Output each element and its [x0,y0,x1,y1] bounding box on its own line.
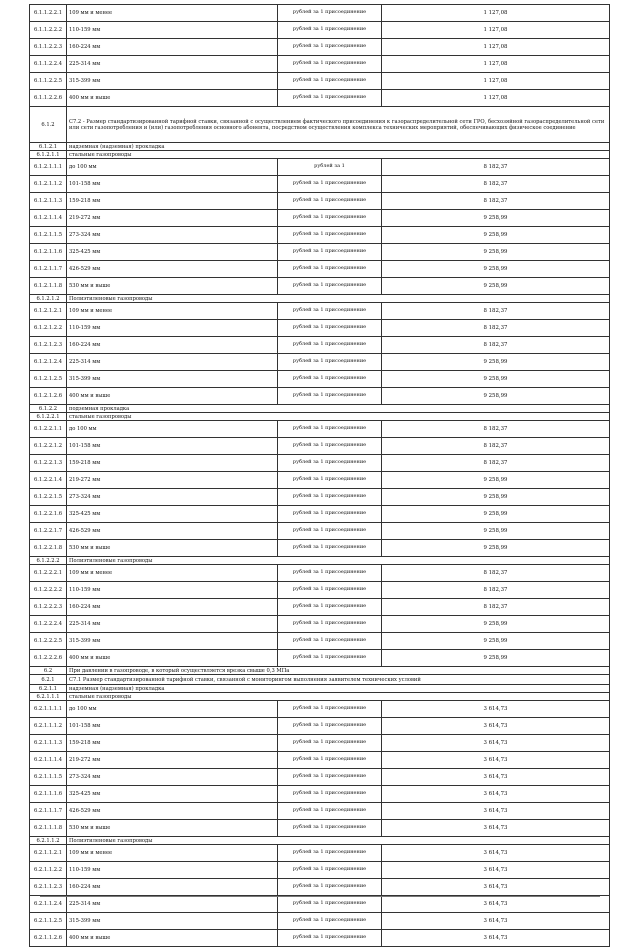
row-code: 6.2.1.1.2.4 [30,896,67,913]
row-diameter: 225-314 мм [67,616,278,633]
row-code: 6.1.2.2.1.5 [30,489,67,506]
section-code: 6.2 [30,667,67,675]
row-code: 6.2.1.1.1.7 [30,803,67,820]
row-unit: рублей за 1 присоединение [278,599,382,616]
table-row [30,582,610,599]
row-unit: рублей за 1 присоединение [278,438,382,455]
table-row [30,5,610,22]
row-price: 3 614,73 [382,896,610,913]
row-code: 6.1.2.2.1.2 [30,438,67,455]
row-diameter: 109 мм и менее [67,303,278,320]
section-heading-row [30,405,610,413]
row-price: 3 614,73 [382,845,610,862]
row-diameter: 400 мм и выше [67,930,278,947]
row-unit: рублей за 1 присоединение [278,845,382,862]
row-diameter: 159-218 мм [67,193,278,210]
row-code: 6.2.1.1.2.6 [30,930,67,947]
row-unit: рублей за 1 присоединение [278,506,382,523]
section-heading: стальные газопроводы [67,151,610,159]
row-diameter: до 100 мм [67,159,278,176]
table-row [30,371,610,388]
table-row [30,803,610,820]
table-row [30,506,610,523]
row-unit: рублей за 1 присоединение [278,523,382,540]
row-code: 6.2.1.1.2.2 [30,862,67,879]
row-price: 8 182,37 [382,337,610,354]
row-code: 6.1.2.2.1.8 [30,540,67,557]
row-price: 9 258,99 [382,388,610,405]
section-heading: надземная (надземная) прокладка [67,685,610,693]
row-unit: рублей за 1 присоединение [278,227,382,244]
row-unit: рублей за 1 присоединение [278,337,382,354]
row-price: 3 614,73 [382,803,610,820]
table-row [30,769,610,786]
row-price: 1 127,08 [382,5,610,22]
row-code: 6.1.2.2.1.6 [30,506,67,523]
row-code: 6.1.2.2.2.3 [30,599,67,616]
table-row [30,261,610,278]
table-row [30,320,610,337]
row-price: 1 127,08 [382,39,610,56]
row-code: 6.2.1.1.1.4 [30,752,67,769]
row-unit: рублей за 1 присоединение [278,803,382,820]
table-row [30,227,610,244]
row-unit: рублей за 1 присоединение [278,718,382,735]
row-unit: рублей за 1 присоединение [278,193,382,210]
table-row [30,845,610,862]
section-heading-row [30,667,610,675]
row-diameter: 101-158 мм [67,438,278,455]
row-diameter: 110-159 мм [67,582,278,599]
row-unit: рублей за 1 присоединение [278,22,382,39]
table-row [30,913,610,930]
table-row [30,489,610,506]
row-code: 6.2.1.1.2.3 [30,879,67,896]
table-row [30,896,610,913]
section-code: 6.1.2.1.1 [30,151,67,159]
row-code: 6.1.2.2.2.1 [30,565,67,582]
row-code: 6.1.2.1.1.2 [30,176,67,193]
row-price: 9 258,99 [382,371,610,388]
row-price: 1 127,08 [382,56,610,73]
section-code: 6.1.2.2.2 [30,557,67,565]
row-code: 6.1.2.1.2.5 [30,371,67,388]
table-row [30,176,610,193]
row-price: 8 182,37 [382,176,610,193]
table-row [30,862,610,879]
row-price: 9 258,99 [382,354,610,371]
table-row [30,90,610,107]
row-price: 3 614,73 [382,913,610,930]
table-row [30,354,610,371]
section-code: 6.1.2.2.1 [30,413,67,421]
row-unit: рублей за 1 присоединение [278,930,382,947]
table-row [30,39,610,56]
row-diameter: 101-158 мм [67,718,278,735]
row-unit: рублей за 1 присоединение [278,701,382,718]
table-row [30,633,610,650]
row-diameter: 426-529 мм [67,803,278,820]
row-code: 6.1.2.1.1.8 [30,278,67,295]
row-price: 9 258,99 [382,650,610,667]
row-diameter: 160-224 мм [67,39,278,56]
row-unit: рублей за 1 присоединение [278,786,382,803]
row-price: 9 258,99 [382,278,610,295]
row-unit: рублей за 1 присоединение [278,616,382,633]
table-row [30,278,610,295]
row-unit: рублей за 1 присоединение [278,210,382,227]
row-unit: рублей за 1 присоединение [278,421,382,438]
table-row [30,73,610,90]
row-unit: рублей за 1 присоединение [278,371,382,388]
table-row [30,210,610,227]
section-code: 6.2.1 [30,675,67,685]
table-row [30,455,610,472]
row-diameter: 273-324 мм [67,227,278,244]
row-unit: рублей за 1 присоединение [278,261,382,278]
table-row [30,752,610,769]
row-unit: рублей за 1 присоединение [278,735,382,752]
row-code: 6.1.1.2.2.6 [30,90,67,107]
row-price: 8 182,37 [382,421,610,438]
table-row [30,523,610,540]
row-price: 9 258,99 [382,261,610,278]
row-code: 6.1.2.1.1.7 [30,261,67,278]
row-unit: рублей за 1 присоединение [278,565,382,582]
row-code: 6.2.1.1.2.1 [30,845,67,862]
row-unit: рублей за 1 присоединение [278,896,382,913]
table-row [30,735,610,752]
row-unit: рублей за 1 присоединение [278,879,382,896]
table-row [30,22,610,39]
section-heading: надземная (надземная) прокладка [67,143,610,151]
row-unit: рублей за 1 присоединение [278,176,382,193]
section-heading-row [30,837,610,845]
table-row [30,421,610,438]
row-unit: рублей за 1 присоединение [278,39,382,56]
row-price: 3 614,73 [382,735,610,752]
page-bottom-rule [40,896,600,897]
row-diameter: 160-224 мм [67,879,278,896]
row-unit: рублей за 1 присоединение [278,862,382,879]
row-diameter: до 100 мм [67,421,278,438]
table-row [30,599,610,616]
row-diameter: 225-314 мм [67,896,278,913]
table-row [30,56,610,73]
row-code: 6.1.2.2.2.2 [30,582,67,599]
section-heading-row [30,151,610,159]
section-code: 6.2.1.1 [30,685,67,693]
row-unit: рублей за 1 присоединение [278,303,382,320]
row-diameter: 109 мм и менее [67,845,278,862]
table-row [30,159,610,176]
row-diameter: 400 мм и выше [67,650,278,667]
section-title: С7.1 Размер стандартизированной тарифной ставки, связанной с мониторингом выполнения заявителем технических условий [67,675,610,685]
section-heading: Полиэтиленовые газопроводы [67,295,610,303]
row-code: 6.1.2.1.2.3 [30,337,67,354]
row-price: 9 258,99 [382,633,610,650]
row-unit: рублей за 1 присоединение [278,913,382,930]
row-price: 3 614,73 [382,701,610,718]
row-diameter: 159-218 мм [67,735,278,752]
row-diameter: 160-224 мм [67,599,278,616]
row-price: 9 258,99 [382,523,610,540]
row-diameter: 530 мм и выше [67,278,278,295]
row-price: 8 182,37 [382,303,610,320]
row-code: 6.1.2.1.2.4 [30,354,67,371]
row-price: 3 614,73 [382,786,610,803]
row-unit: рублей за 1 присоединение [278,769,382,786]
section-heading-row [30,685,610,693]
section-heading-row [30,143,610,151]
row-price: 9 258,99 [382,244,610,261]
section-heading-row [30,693,610,701]
row-diameter: 101-158 мм [67,176,278,193]
row-price: 8 182,37 [382,455,610,472]
table-row [30,930,610,947]
row-price: 8 182,37 [382,159,610,176]
table-row [30,388,610,405]
row-unit: рублей за 1 присоединение [278,540,382,557]
row-price: 8 182,37 [382,582,610,599]
row-price: 3 614,73 [382,820,610,837]
row-price: 9 258,99 [382,489,610,506]
row-code: 6.1.2.1.2.2 [30,320,67,337]
row-price: 8 182,37 [382,320,610,337]
row-code: 6.2.1.1.1.1 [30,701,67,718]
row-diameter: 225-314 мм [67,56,278,73]
row-unit: рублей за 1 присоединение [278,820,382,837]
row-price: 3 614,73 [382,718,610,735]
row-price: 9 258,99 [382,472,610,489]
row-price: 8 182,37 [382,193,610,210]
row-price: 3 614,73 [382,752,610,769]
row-unit: рублей за 1 присоединение [278,56,382,73]
row-code: 6.1.2.2.1.1 [30,421,67,438]
row-unit: рублей за 1 присоединение [278,90,382,107]
row-unit: рублей за 1 присоединение [278,650,382,667]
row-price: 8 182,37 [382,565,610,582]
row-code: 6.1.2.1.1.1 [30,159,67,176]
section-heading: При давлении в газопроводе, в который осуществляется врезка свыше 0,3 МПа [67,667,610,675]
row-unit: рублей за 1 присоединение [278,582,382,599]
row-code: 6.1.2.1.1.3 [30,193,67,210]
row-diameter: 109 мм и менее [67,5,278,22]
row-code: 6.2.1.1.1.5 [30,769,67,786]
row-unit: рублей за 1 присоединение [278,472,382,489]
row-diameter: 426-529 мм [67,261,278,278]
section-code: 6.1.2.2 [30,405,67,413]
row-diameter: 426-529 мм [67,523,278,540]
table-row [30,303,610,320]
row-diameter: 273-324 мм [67,769,278,786]
row-unit: рублей за 1 присоединение [278,5,382,22]
row-code: 6.1.2.2.1.4 [30,472,67,489]
row-price: 3 614,73 [382,862,610,879]
row-unit: рублей за 1 присоединение [278,752,382,769]
row-diameter: 110-159 мм [67,320,278,337]
row-code: 6.1.1.2.2.2 [30,22,67,39]
section-code: 6.1.2.1 [30,143,67,151]
row-code: 6.1.1.2.2.1 [30,5,67,22]
table-row [30,701,610,718]
row-code: 6.1.2.1.1.6 [30,244,67,261]
row-code: 6.1.2.1.2.6 [30,388,67,405]
row-code: 6.1.1.2.2.4 [30,56,67,73]
row-diameter: 225-314 мм [67,354,278,371]
row-code: 6.1.2.2.2.5 [30,633,67,650]
row-unit: рублей за 1 присоединение [278,278,382,295]
row-code: 6.1.1.2.2.5 [30,73,67,90]
row-code: 6.1.2.2.1.7 [30,523,67,540]
row-unit: рублей за 1 [278,159,382,176]
row-code: 6.1.2.1.2.1 [30,303,67,320]
row-unit: рублей за 1 присоединение [278,388,382,405]
row-code: 6.1.2.2.2.4 [30,616,67,633]
section-heading: стальные газопроводы [67,413,610,421]
row-code: 6.1.2.1.1.5 [30,227,67,244]
table-row [30,540,610,557]
row-price: 9 258,99 [382,616,610,633]
table-row [30,472,610,489]
row-diameter: 159-218 мм [67,455,278,472]
row-price: 1 127,08 [382,22,610,39]
row-code: 6.2.1.1.1.6 [30,786,67,803]
table-row [30,616,610,633]
row-price: 1 127,08 [382,90,610,107]
row-diameter: 315-399 мм [67,633,278,650]
row-price: 9 258,99 [382,227,610,244]
row-diameter: 160-224 мм [67,337,278,354]
row-code: 6.2.1.1.1.2 [30,718,67,735]
row-diameter: 325-425 мм [67,786,278,803]
row-price: 8 182,37 [382,438,610,455]
section-title-row [30,675,610,685]
table-row [30,820,610,837]
tariff-table [29,4,610,947]
row-price: 3 614,73 [382,879,610,896]
tariff-document [29,4,609,947]
row-price: 1 127,08 [382,73,610,90]
row-price: 9 258,99 [382,210,610,227]
table-row [30,718,610,735]
row-price: 8 182,37 [382,599,610,616]
row-unit: рублей за 1 присоединение [278,320,382,337]
row-diameter: 109 мм и менее [67,565,278,582]
row-price: 3 614,73 [382,769,610,786]
row-diameter: 325-425 мм [67,244,278,261]
row-price: 9 258,99 [382,540,610,557]
row-code: 6.2.1.1.2.5 [30,913,67,930]
table-row [30,879,610,896]
row-code: 6.2.1.1.1.8 [30,820,67,837]
row-price: 9 258,99 [382,506,610,523]
section-heading: Полиэтиленовые газопроводы [67,557,610,565]
row-code: 6.1.2.1.1.4 [30,210,67,227]
row-diameter: 315-399 мм [67,371,278,388]
row-diameter: 273-324 мм [67,489,278,506]
row-code: 6.2.1.1.1.3 [30,735,67,752]
table-row [30,193,610,210]
row-diameter: 315-399 мм [67,73,278,90]
row-diameter: до 100 мм [67,701,278,718]
row-diameter: 530 мм и выше [67,820,278,837]
section-heading: стальные газопроводы [67,693,610,701]
section-code: 6.2.1.1.1 [30,693,67,701]
row-unit: рублей за 1 присоединение [278,73,382,90]
row-price: 3 614,73 [382,930,610,947]
row-unit: рублей за 1 присоединение [278,455,382,472]
row-diameter: 400 мм и выше [67,90,278,107]
row-unit: рублей за 1 присоединение [278,354,382,371]
table-row [30,650,610,667]
section-code: 6.2.1.1.2 [30,837,67,845]
row-diameter: 219-272 мм [67,210,278,227]
section-heading-row [30,557,610,565]
row-unit: рублей за 1 присоединение [278,489,382,506]
section-heading-row [30,413,610,421]
row-diameter: 219-272 мм [67,472,278,489]
row-diameter: 110-159 мм [67,862,278,879]
table-row [30,438,610,455]
section-code: 6.1.2.1.2 [30,295,67,303]
table-row [30,337,610,354]
row-diameter: 325-425 мм [67,506,278,523]
row-diameter: 530 мм и выше [67,540,278,557]
row-diameter: 219-272 мм [67,752,278,769]
row-code: 6.1.2.2.1.3 [30,455,67,472]
section-heading: Полиэтиленовые газопроводы [67,837,610,845]
section-description: С7.2 - Размер стандартизированной тарифной ставки, связанной с осуществлением фактического присоединения к газораспределительной сети ГРО, бесхозяйной газораспределительной сети или сети газопотребления и (или) газопотребления основного абонента, посредством осуществления комплекса технических мероприятий, обеспечивающих физическое соединение [67,107,610,143]
row-code: 6.1.2.2.2.6 [30,650,67,667]
row-diameter: 400 мм и выше [67,388,278,405]
section-heading-row [30,295,610,303]
section-description-row [30,107,610,143]
row-code: 6.1.1.2.2.3 [30,39,67,56]
row-diameter: 315-399 мм [67,913,278,930]
table-row [30,565,610,582]
tariff-table-body [30,5,610,947]
row-unit: рублей за 1 присоединение [278,633,382,650]
row-unit: рублей за 1 присоединение [278,244,382,261]
table-row [30,786,610,803]
section-code: 6.1.2 [30,107,67,143]
row-diameter: 110-159 мм [67,22,278,39]
section-heading: подземная прокладка [67,405,610,413]
table-row [30,244,610,261]
